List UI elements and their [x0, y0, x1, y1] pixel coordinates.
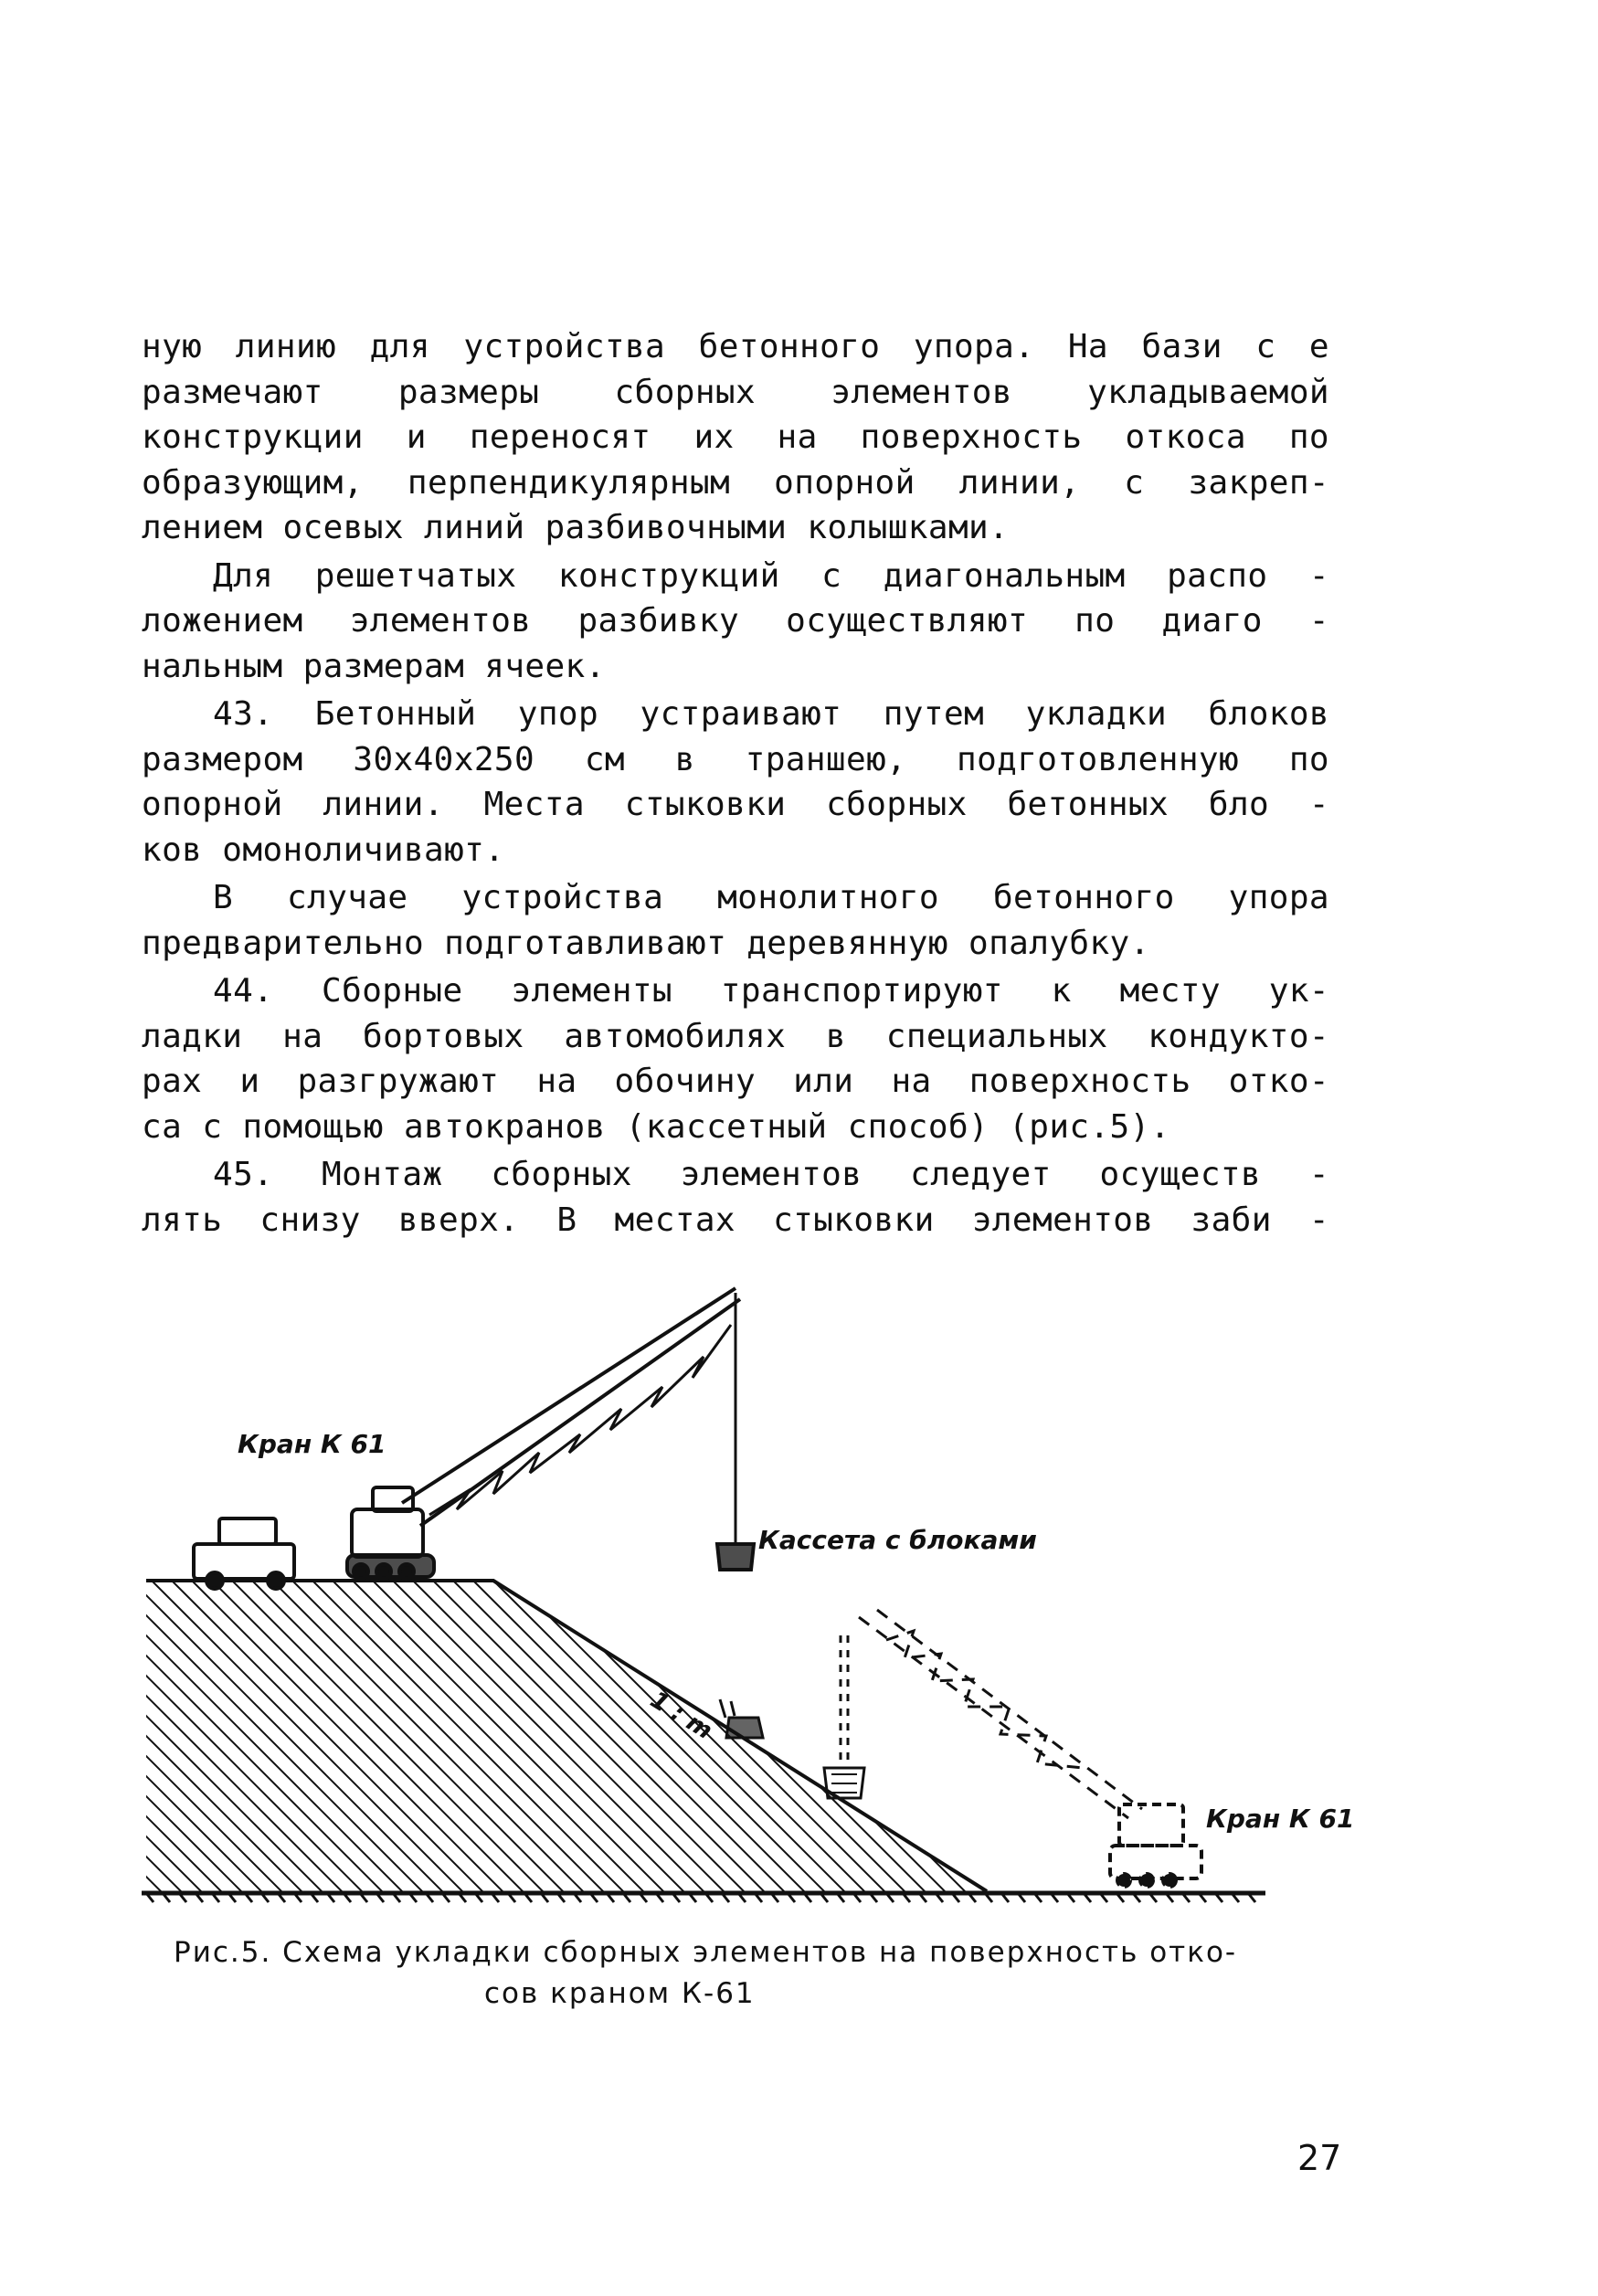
text-line: ков омоноличивают. — [142, 831, 505, 869]
caption-line-1: Рис.5. Схема укладки сборных элементов на поверхность отко- — [174, 1936, 1238, 1969]
label-crane-bottom: Кран К 61 — [1206, 1804, 1355, 1834]
text-line: образующим, перпендикулярным опорной линии, с закреп- — [142, 463, 1329, 502]
text-line: размечают размеры сборных элементов укладываемой — [142, 373, 1329, 411]
text-line: са с помощью автокранов (кассетный способ) (рис.5). — [142, 1107, 1170, 1146]
slope-mark — [645, 1686, 735, 1744]
embankment — [0, 1581, 1598, 1910]
text-line: предварительно подготавливают деревянную опалубку. — [142, 924, 1150, 962]
truck-icon — [194, 1518, 294, 1589]
text-line: размером 30х40х250 см в траншею, подготовленную по — [142, 740, 1329, 778]
slope-ratio-label: 1 : m — [645, 1686, 717, 1745]
text-line: опорной линии. Места стыковки сборных бетонных бло - — [142, 786, 1329, 823]
diagram-svg — [128, 1270, 1355, 1910]
label-crane-top: Кран К 61 — [238, 1429, 386, 1459]
text-line: ную линию для устройства бетонного упора. На бази с е — [142, 328, 1329, 365]
label-cassette: Кассета с блоками — [758, 1525, 1037, 1555]
text-line: В случае устройства монолитного бетонного упора — [213, 879, 1329, 916]
text-line: 45. Монтаж сборных элементов следует осуществ - — [213, 1156, 1329, 1193]
text-line: 43. Бетонный упор устраивают путем укладки блоков — [213, 695, 1329, 733]
text-line: конструкции и переносят их на поверхность откоса по — [142, 418, 1329, 456]
figure-caption — [174, 1932, 1361, 2015]
text-line: рах и разгружают на обочину или на поверхность отко- — [142, 1063, 1329, 1100]
crane-bottom-icon — [1110, 1804, 1201, 1887]
text-line: ложением элементов разбивку осуществляют по диаго - — [142, 602, 1329, 640]
text-line: лением осевых линий разбивочными колышками. — [142, 509, 1010, 546]
ground-line — [142, 1893, 1265, 1902]
embankment-hatching — [0, 1581, 1598, 1910]
caption-line-2: сов краном К-61 — [484, 1977, 756, 2010]
block-on-slope-icon — [726, 1718, 763, 1738]
text-line: ладки на бортовых автомобилях в специальных кондукто- — [142, 1017, 1329, 1055]
text-line: нальным размерам ячеек. — [142, 647, 606, 685]
page-number: 27 — [1297, 2138, 1342, 2178]
crane-bottom-boom — [859, 1610, 1142, 1818]
embankment-outline — [146, 1581, 987, 1891]
text-line: 44. Сборные элементы транспортируют к месту ук- — [213, 972, 1329, 1010]
text-line: лять снизу вверх. В местах стыковки элементов заби - — [142, 1201, 1329, 1239]
body-text — [142, 324, 1329, 1243]
text-line: Для решетчатых конструкций с диагональным распо - — [213, 556, 1329, 595]
figure-crane-diagram — [128, 1270, 1355, 1910]
crane-top-icon — [347, 1288, 754, 1579]
hoisted-cassette-icon — [824, 1635, 864, 1798]
